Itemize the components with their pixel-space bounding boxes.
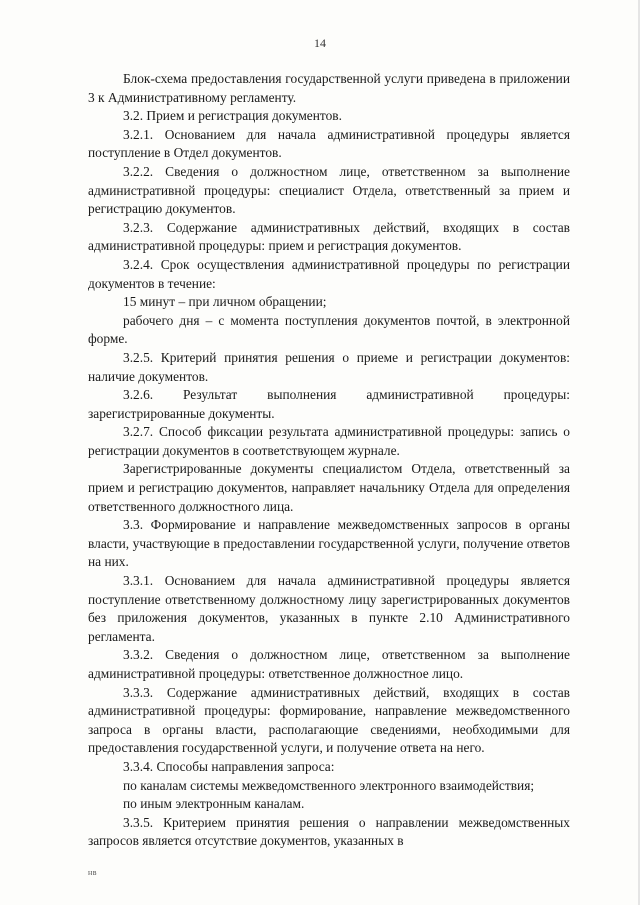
paragraph: 3.2.3. Содержание административных действий, входящих в состав административной процедуры: прием и регистрация документов. [88, 219, 570, 254]
paragraph: 3.3.2. Сведения о должностном лице, ответственном за выполнение административной процедуры: ответственное должностное лицо. [88, 647, 570, 681]
paragraph: 3.3.5. Критерием принятия решения о направлении межведомственных запросов является отсутствие документов, указанных в [88, 814, 570, 849]
paragraph: 3.3.3. Содержание административных действий, входящих в состав административной процедуры: формирование, направление межведомственного запроса в органы власти, располагающие сведениями, необходимыми для предоставления государственной услуги, и получение ответа на него. [88, 684, 570, 756]
paragraph: 3.2. Прием и регистрация документов. [123, 108, 342, 124]
paragraph: по каналам системы межведомственного электронного взаимодействия; [123, 777, 535, 793]
paragraph: 3.3. Формирование и направление межведомственных запросов в органы власти, участвующие в предоставлении государственной услуги, получение ответов на них. [88, 517, 570, 570]
paragraph: 3.2.1. Основанием для начала административной процедуры является поступление в Отдел документов. [88, 126, 570, 161]
paragraph: рабочего дня – с момента поступления документов почтой, в электронной форме. [88, 312, 570, 347]
document-body [88, 70, 570, 851]
paragraph: 3.2.4. Срок осуществления административной процедуры по регистрации документов в течение: [88, 256, 570, 291]
paragraph: 3.2.6. Результат выполнения административной процедуры: зарегистрированные документы. [88, 387, 570, 421]
paragraph: 3.3.4. Способы направления запроса: [123, 758, 335, 774]
paragraph: 3.2.7. Способ фиксации результата административной процедуры: запись о регистрации документов в соответствующем журнале. [88, 424, 570, 458]
paragraph: Блок-схема предоставления государственной услуги приведена в приложении 3 к Административному регламенту. [88, 71, 570, 105]
footer-mark: нв [88, 868, 98, 877]
paragraph: 3.2.2. Сведения о должностном лице, ответственном за выполнение административной процедуры: специалист Отдела, ответственный за прием и регистрацию документов. [88, 163, 570, 217]
paragraph: по иным электронным каналам. [123, 796, 305, 812]
paragraph: 3.2.5. Критерий принятия решения о приеме и регистрации документов: наличие документов. [88, 349, 570, 384]
paragraph: 3.3.1. Основанием для начала административной процедуры является поступление ответственному должностному лицу зарегистрированных документов без приложения документов, указанных в пункте 2.10 Административного регламента. [88, 573, 570, 644]
page-number: 14 [314, 36, 326, 50]
paragraph: Зарегистрированные документы специалистом Отдела, ответственный за прием и регистрацию документов, направляет начальнику Отдела для определения ответственного должностного лица. [88, 461, 570, 514]
paragraph: 15 минут – при личном обращении; [123, 294, 327, 310]
